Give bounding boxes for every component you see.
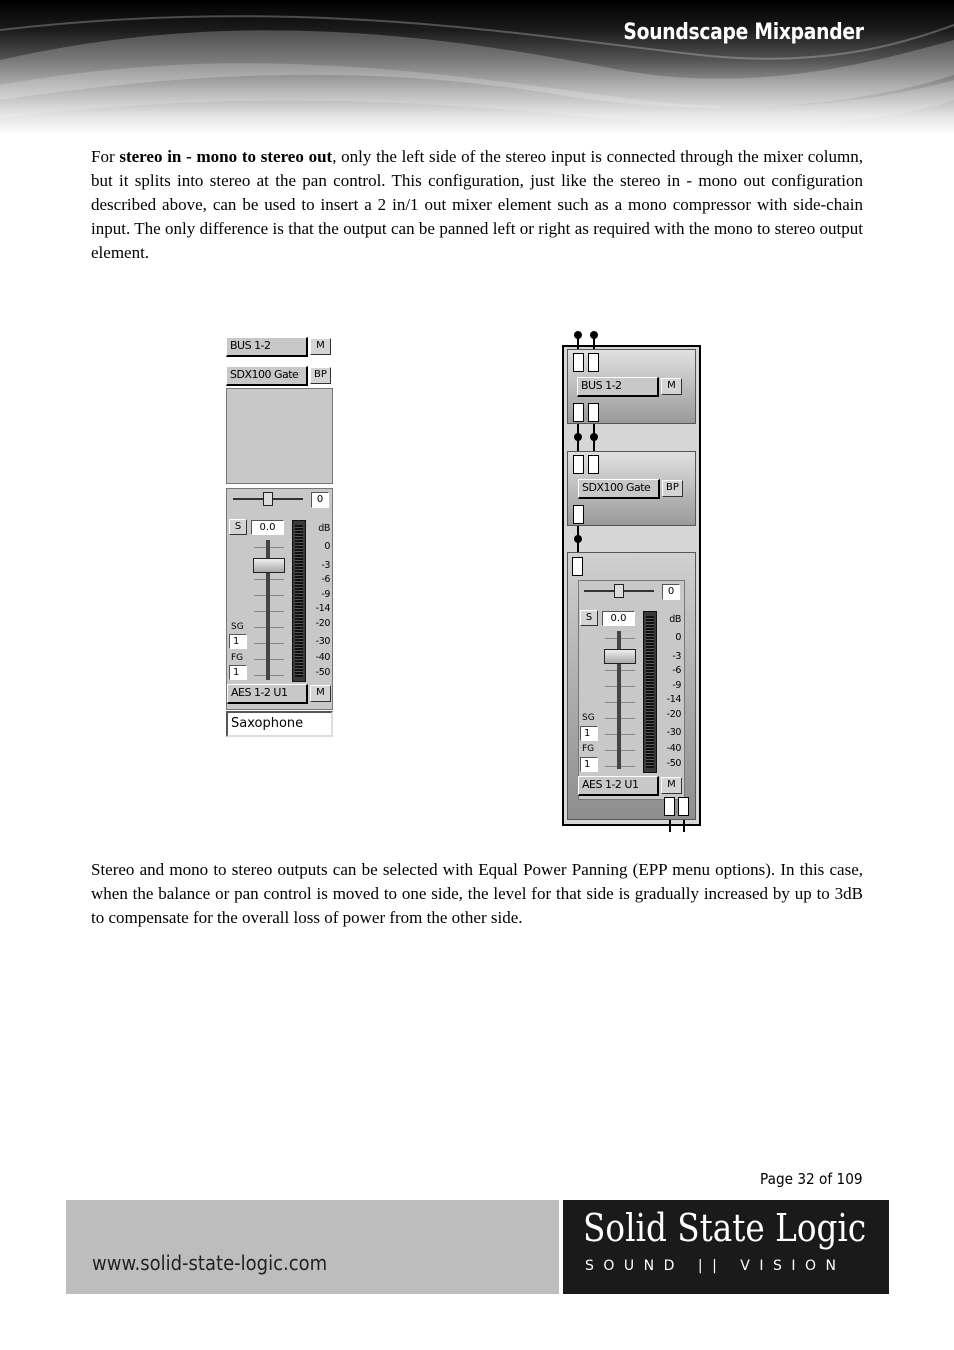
scale-label: 0 <box>324 541 330 552</box>
intro-text-pre: For <box>91 147 120 166</box>
fg-label: FG <box>582 744 595 754</box>
intro-text-bold: stereo in - mono to stereo out <box>119 147 333 166</box>
scale-label: -30 <box>666 727 681 738</box>
scale-label: -50 <box>315 667 330 678</box>
input-port[interactable] <box>573 455 584 474</box>
sg-label: SG <box>231 622 244 632</box>
fg-label: FG <box>231 653 244 663</box>
insert-bypass-button[interactable]: BP <box>662 480 683 497</box>
page-header <box>0 0 954 135</box>
fader-handle[interactable] <box>253 558 285 573</box>
sg-value[interactable]: 1 <box>580 726 598 741</box>
page-number: Page 32 of 109 <box>760 1170 863 1188</box>
sg-label: SG <box>582 713 595 723</box>
fader-value[interactable]: 0.0 <box>251 520 284 535</box>
input-port[interactable] <box>572 557 583 576</box>
document-title: Soundscape Mixpander <box>623 20 864 45</box>
pan-value[interactable]: 0 <box>311 492 329 508</box>
scale-label: dB <box>669 614 681 625</box>
level-meter <box>643 611 657 773</box>
outro-paragraph: Stereo and mono to stereo outputs can be selected with Equal Power Panning (EPP menu options). In this case, when the balance or pan control is moved to one side, the level for that side is gradually increased by up to 3dB to compensate for the overall loss of power from the other side. <box>91 860 863 927</box>
db-scale <box>308 520 330 682</box>
scale-label: -14 <box>315 603 330 614</box>
channel-name-input[interactable]: Saxophone <box>226 711 333 737</box>
insert-bypass-button[interactable]: BP <box>310 367 331 384</box>
output-field[interactable]: AES 1-2 U1 <box>578 776 659 796</box>
bus-mute-button[interactable]: M <box>661 378 682 395</box>
pan-knob[interactable] <box>614 584 624 598</box>
solo-button[interactable]: S <box>580 610 598 626</box>
output-mute-button[interactable]: M <box>310 685 331 702</box>
scale-label: -6 <box>321 574 330 585</box>
output-port-right[interactable] <box>678 797 689 816</box>
insert-field[interactable]: SDX100 Gate <box>226 366 308 386</box>
fg-value[interactable]: 1 <box>229 665 247 680</box>
brand-name: Solid State Logic <box>583 1206 867 1250</box>
scale-label: -20 <box>666 709 681 720</box>
insert-field[interactable]: SDX100 Gate <box>578 479 660 499</box>
scale-label: -14 <box>666 694 681 705</box>
output-field[interactable]: AES 1-2 U1 <box>227 684 308 704</box>
scale-label: -20 <box>315 618 330 629</box>
fader-handle[interactable] <box>604 649 636 664</box>
fader-value[interactable]: 0.0 <box>602 611 635 626</box>
pan-knob[interactable] <box>263 492 273 506</box>
insert-slot-area <box>226 388 333 484</box>
scale-label: -3 <box>321 560 330 571</box>
scale-label: -9 <box>321 589 330 600</box>
input-port[interactable] <box>588 353 599 372</box>
pan-value[interactable]: 0 <box>662 584 680 600</box>
input-port[interactable] <box>588 455 599 474</box>
scale-label: -50 <box>666 758 681 769</box>
scale-label: -3 <box>672 651 681 662</box>
level-meter <box>292 520 306 682</box>
scale-label: -40 <box>666 743 681 754</box>
footer-url[interactable]: www.solid-state-logic.com <box>92 1251 328 1275</box>
intro-paragraph <box>91 145 863 265</box>
solo-button[interactable]: S <box>229 519 247 535</box>
scale-label: -6 <box>672 665 681 676</box>
output-port[interactable] <box>573 505 584 524</box>
scale-label: 0 <box>675 632 681 643</box>
scale-label: dB <box>318 523 330 534</box>
footer-logo <box>563 1200 889 1294</box>
bus-mute-button[interactable]: M <box>310 338 331 355</box>
sg-value[interactable]: 1 <box>229 634 247 649</box>
scale-label: -40 <box>315 652 330 663</box>
db-scale <box>659 611 681 773</box>
bus-field[interactable]: BUS 1-2 <box>226 337 308 357</box>
output-mute-button[interactable]: M <box>661 777 682 794</box>
brand-tagline: SOUND || VISION <box>585 1258 846 1274</box>
scale-label: -9 <box>672 680 681 691</box>
scale-label: -30 <box>315 636 330 647</box>
bus-field[interactable]: BUS 1-2 <box>577 377 659 397</box>
fg-value[interactable]: 1 <box>580 757 598 772</box>
input-port[interactable] <box>573 353 584 372</box>
output-port[interactable] <box>588 403 599 422</box>
intro-text-post: , only the left side of the stereo input is connected through the mixer column, but it splits into stereo at the pan control. This configuration, just like the stereo in - mono out configuration described above, can be used to insert a 2 in/1 out mixer element such as a mono compressor with side-chain input. The only difference is that the output can be panned left or right as required with the mono to stereo output element. <box>91 147 863 262</box>
footer-url-panel <box>66 1200 559 1294</box>
output-port[interactable] <box>573 403 584 422</box>
output-port-left[interactable] <box>664 797 675 816</box>
